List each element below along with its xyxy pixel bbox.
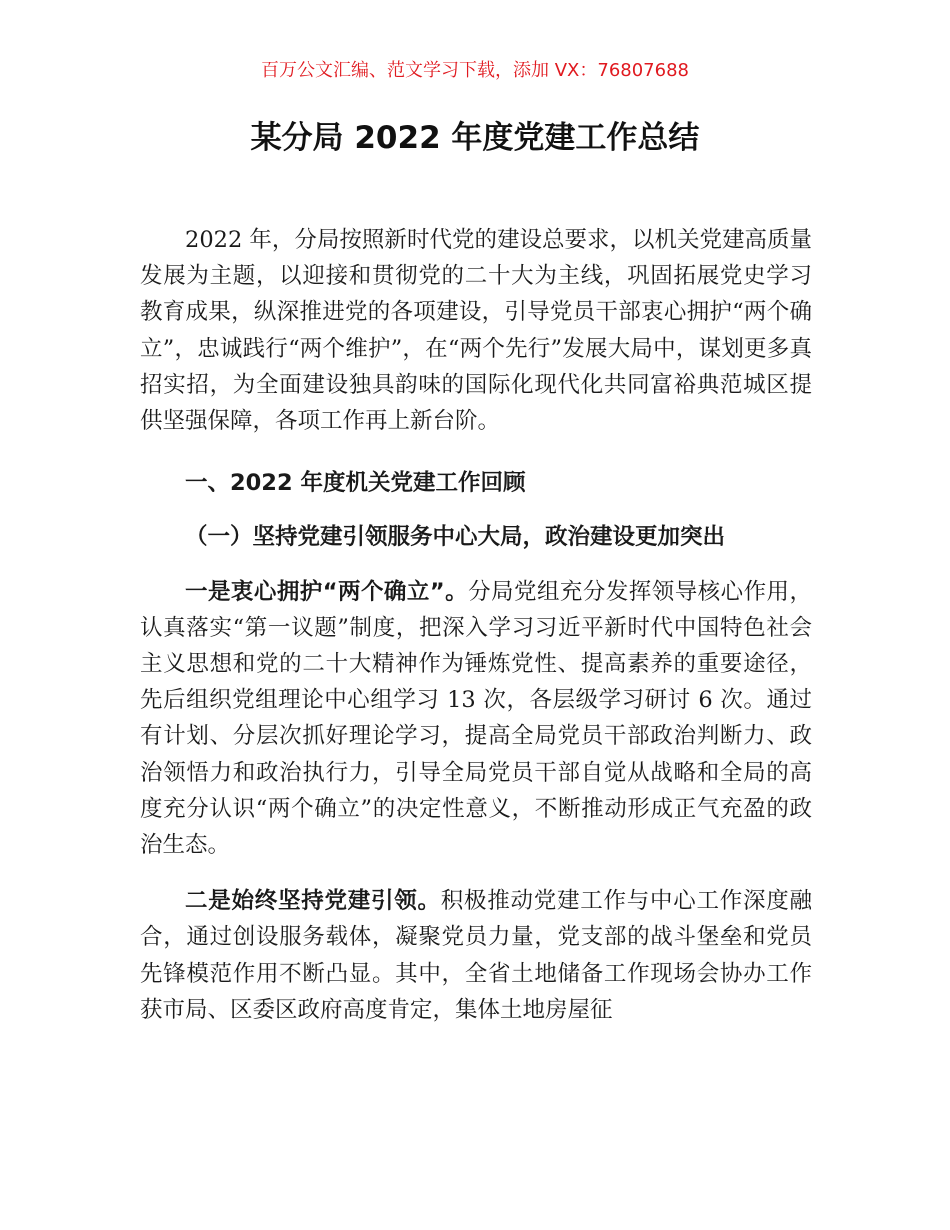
download-banner: 百万公文汇编、范文学习下载，添加 VX：76807688 <box>261 60 689 81</box>
item-text-1: 分局党组充分发挥领导核心作用，认真落实“第一议题”制度，把深入学习习近平新时代中国特色社会主义思想和党的二十大精神作为锤炼党性、提高素养的重要途径，先后组织党组理论中心组学习 13 次，各层级学习研讨 6 次。通过有计划、分层次抓好理论学习，提高全局党员干部政治判断力、政治领悟力和政治执行力，引导全局党员干部自觉从战略和全局的高度充分认识“两个确立”的决定性意义，不断推动形成正气充盈的政治生态。 <box>140 578 812 859</box>
item-lead-1: 一是衷心拥护“两个确立”。 <box>185 578 469 605</box>
document-body <box>140 222 812 1028</box>
section-heading: 一、2022 年度机关党建工作回顾 <box>185 470 526 497</box>
item-paragraph-1 <box>140 574 812 864</box>
document-title: 某分局 2022 年度党建工作总结 <box>250 120 700 156</box>
subsection-heading: （一）坚持党建引领服务中心大局，政治建设更加突出 <box>185 524 726 551</box>
item-paragraph-2 <box>140 883 812 1028</box>
item-lead-2: 二是始终坚持党建引领。 <box>185 888 441 915</box>
item-text-2: 积极推动党建工作与中心工作深度融合，通过创设服务载体，凝聚党员力量，党支部的战斗堡垒和党员先锋模范作用不断凸显。其中，全省土地储备工作现场会协办工作获市局、区委区政府高度肯定，集体土地房屋征 <box>140 888 812 1023</box>
intro-paragraph: 2022 年，分局按照新时代党的建设总要求，以机关党建高质量发展为主题，以迎接和贯彻党的二十大为主线，巩固拓展党史学习教育成果，纵深推进党的各项建设，引导党员干部衷心拥护“两个确立”，忠诚践行“两个维护”，在“两个先行”发展大局中，谋划更多真招实招，为全面建设独具韵味的国际化现代化共同富裕典范城区提供坚强保障，各项工作再上新台阶。 <box>140 227 812 435</box>
